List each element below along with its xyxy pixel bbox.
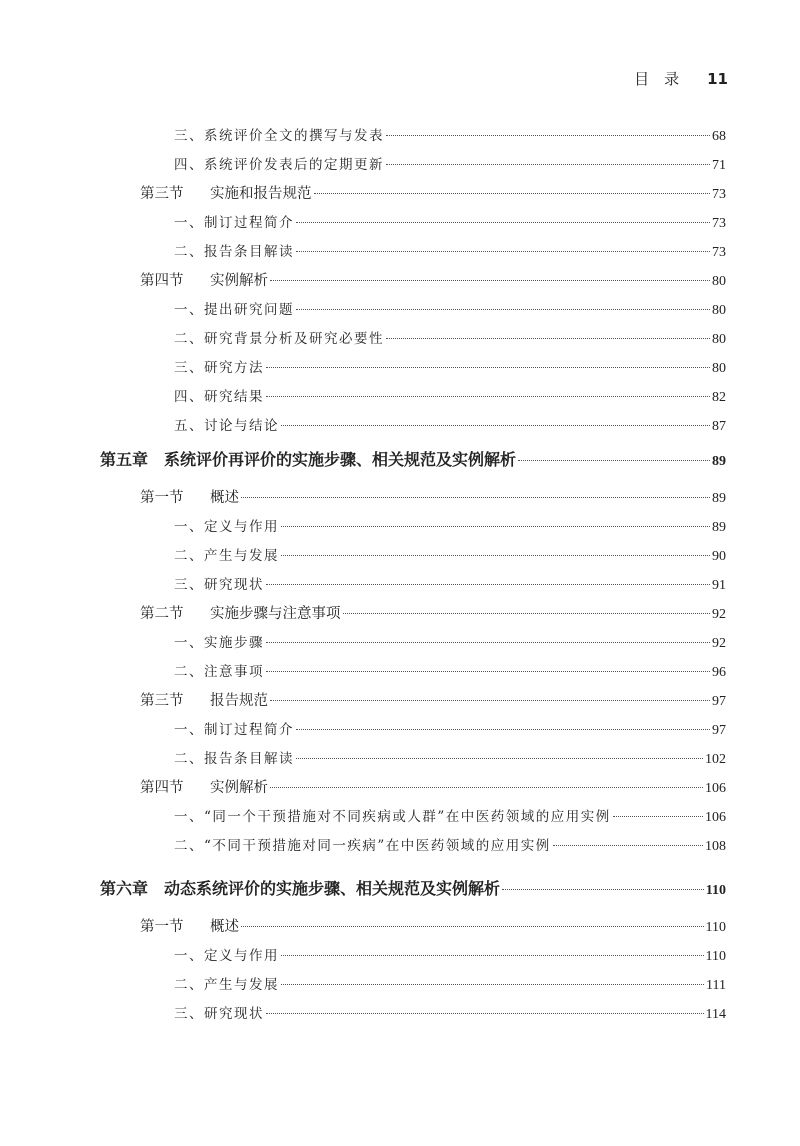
toc-page-number: 92 [712, 607, 726, 622]
toc-section-entry[interactable] [140, 486, 726, 507]
toc-leader-dots [296, 729, 710, 730]
toc-page-number: 114 [705, 1007, 726, 1022]
toc-leader-dots [270, 280, 710, 281]
toc-page-number: 110 [705, 883, 726, 898]
toc-entry-title [140, 602, 341, 623]
toc-entry-title: 二、报告条目解读 [174, 244, 294, 260]
toc-subsection-entry[interactable] [174, 573, 726, 594]
toc-leader-dots [281, 955, 704, 956]
page-header [634, 68, 728, 89]
toc-entry-title: 二、产生与发展 [174, 977, 279, 993]
toc-page-number: 89 [712, 520, 726, 535]
toc-entry-title: 二、研究背景分析及研究必要性 [174, 331, 384, 347]
toc-chapter-entry[interactable] [100, 447, 726, 470]
toc-leader-dots [266, 671, 710, 672]
toc-page-number: 106 [705, 781, 726, 796]
toc-entry-title: 二、报告条目解读 [174, 751, 294, 767]
toc-entry-title: 三、研究现状 [174, 577, 264, 593]
toc-entry-title: 第五章 系统评价再评价的实施步骤、相关规范及实例解析 [100, 450, 517, 469]
toc-section-entry[interactable] [140, 915, 726, 936]
toc-leader-dots [281, 526, 710, 527]
toc-entry-title: 四、研究结果 [174, 389, 264, 405]
toc-page-number: 96 [712, 665, 726, 680]
toc-leader-dots [296, 222, 710, 223]
toc-page-number: 68 [712, 129, 726, 144]
toc-subsection-entry[interactable] [174, 356, 726, 377]
toc-entry-title: 一、“同一个干预措施对不同疾病或人群”在中医药领域的应用实例 [174, 809, 611, 825]
toc-entry-title: 三、系统评价全文的撰写与发表 [174, 128, 384, 144]
toc-entry-title: 一、定义与作用 [174, 519, 279, 535]
toc-leader-dots [386, 164, 710, 165]
toc-page-number: 80 [712, 303, 726, 318]
toc-entry-title [140, 915, 239, 936]
toc-section-entry[interactable] [140, 602, 726, 623]
toc-section-entry[interactable] [140, 689, 726, 710]
toc-section-title: 实施和报告规范 [210, 186, 312, 202]
toc-section-entry[interactable] [140, 776, 726, 797]
toc-leader-dots [266, 367, 710, 368]
toc-leader-dots [613, 816, 703, 817]
toc-page-number: 89 [712, 491, 726, 506]
toc-page-number: 71 [712, 158, 726, 173]
toc-leader-dots [270, 787, 703, 788]
toc-leader-dots [296, 309, 710, 310]
toc-section-entry[interactable] [140, 182, 726, 203]
toc-entry-title [140, 776, 268, 797]
toc-page-number: 73 [712, 245, 726, 260]
toc-leader-dots [281, 555, 710, 556]
toc-entry-title: 一、制订过程简介 [174, 215, 294, 231]
toc-entry-title: 一、定义与作用 [174, 948, 279, 964]
toc-entry-title: 一、实施步骤 [174, 635, 264, 651]
toc-subsection-entry[interactable] [174, 718, 726, 739]
toc-page-number: 91 [712, 578, 726, 593]
toc-entry-title: 一、提出研究问题 [174, 302, 294, 318]
toc-section-title: 实施步骤与注意事项 [210, 606, 341, 622]
toc-chapter-entry[interactable] [100, 876, 726, 899]
toc-section-number: 第四节 [140, 273, 184, 289]
toc-entry-title [140, 182, 312, 203]
toc-subsection-entry[interactable] [174, 805, 726, 826]
toc-section-title: 实例解析 [210, 273, 268, 289]
toc-entry-title: 三、研究现状 [174, 1006, 264, 1022]
toc-leader-dots [296, 251, 710, 252]
toc-page-number: 80 [712, 332, 726, 347]
toc-entry-title [140, 486, 239, 507]
toc-page-number: 82 [712, 390, 726, 405]
toc-page-number: 92 [712, 636, 726, 651]
toc-leader-dots [518, 460, 710, 461]
toc-page-number: 97 [712, 694, 726, 709]
toc-subsection-entry[interactable] [174, 124, 726, 145]
toc-page-number: 106 [705, 810, 726, 825]
toc-leader-dots [266, 396, 710, 397]
toc-page-number: 73 [712, 187, 726, 202]
toc-entry-title: 第六章 动态系统评价的实施步骤、相关规范及实例解析 [100, 879, 501, 898]
toc-subsection-entry[interactable] [174, 544, 726, 565]
toc-leader-dots [386, 135, 710, 136]
toc-section-number: 第四节 [140, 780, 184, 796]
toc-page-number: 97 [712, 723, 726, 738]
toc-subsection-entry[interactable] [174, 944, 726, 965]
toc-entry-title: 一、制订过程简介 [174, 722, 294, 738]
toc-entry-title: 二、“不同干预措施对同一疾病”在中医药领域的应用实例 [174, 838, 551, 854]
toc-subsection-entry[interactable] [174, 660, 726, 681]
toc-subsection-entry[interactable] [174, 834, 726, 855]
toc-leader-dots [241, 497, 710, 498]
header-title: 目 录 [634, 70, 680, 88]
toc-page-number: 108 [705, 839, 726, 854]
toc-page-number: 110 [705, 920, 726, 935]
toc-subsection-entry[interactable] [174, 327, 726, 348]
toc-section-title: 概述 [210, 490, 239, 506]
toc-entry-title: 三、研究方法 [174, 360, 264, 376]
toc-subsection-entry[interactable] [174, 240, 726, 261]
toc-page-number: 102 [705, 752, 726, 767]
toc-entry-title: 二、产生与发展 [174, 548, 279, 564]
toc-leader-dots [553, 845, 703, 846]
toc-page-number: 80 [712, 361, 726, 376]
toc-section-entry[interactable] [140, 269, 726, 290]
toc-subsection-entry[interactable] [174, 385, 726, 406]
toc-subsection-entry[interactable] [174, 973, 726, 994]
toc-subsection-entry[interactable] [174, 631, 726, 652]
toc-section-number: 第一节 [140, 919, 184, 935]
toc-entry-title [140, 269, 268, 290]
toc-leader-dots [296, 758, 703, 759]
toc-section-number: 第一节 [140, 490, 184, 506]
toc-section-number: 第三节 [140, 693, 184, 709]
toc-leader-dots [270, 700, 710, 701]
toc-leader-dots [266, 584, 710, 585]
toc-page-number: 90 [712, 549, 726, 564]
toc-subsection-entry[interactable] [174, 211, 726, 232]
toc-subsection-entry[interactable] [174, 153, 726, 174]
toc-entry-title: 四、系统评价发表后的定期更新 [174, 157, 384, 173]
toc-page-number: 80 [712, 274, 726, 289]
toc-leader-dots [386, 338, 710, 339]
toc-leader-dots [343, 613, 711, 614]
toc-section-number: 第二节 [140, 606, 184, 622]
toc-section-number: 第三节 [140, 186, 184, 202]
toc-section-title: 报告规范 [210, 693, 268, 709]
header-page-number: 11 [707, 70, 728, 88]
toc-section-title: 实例解析 [210, 780, 268, 796]
toc-page-number: 73 [712, 216, 726, 231]
toc-subsection-entry[interactable] [174, 414, 726, 435]
toc-leader-dots [314, 193, 711, 194]
toc-page-number: 110 [705, 949, 726, 964]
toc-subsection-entry[interactable] [174, 1002, 726, 1023]
toc-leader-dots [266, 642, 710, 643]
toc-page-number: 111 [706, 978, 726, 993]
toc-subsection-entry[interactable] [174, 298, 726, 319]
toc-leader-dots [281, 984, 704, 985]
toc-entry-title: 五、讨论与结论 [174, 418, 279, 434]
toc-leader-dots [281, 425, 710, 426]
toc-subsection-entry[interactable] [174, 515, 726, 536]
toc-section-title: 概述 [210, 919, 239, 935]
toc-leader-dots [502, 889, 704, 890]
toc-entry-title: 二、注意事项 [174, 664, 264, 680]
toc-page-number: 87 [712, 419, 726, 434]
toc-leader-dots [241, 926, 704, 927]
toc-subsection-entry[interactable] [174, 747, 726, 768]
toc-leader-dots [266, 1013, 704, 1014]
toc-entry-title [140, 689, 268, 710]
toc-page-number: 89 [712, 454, 726, 469]
